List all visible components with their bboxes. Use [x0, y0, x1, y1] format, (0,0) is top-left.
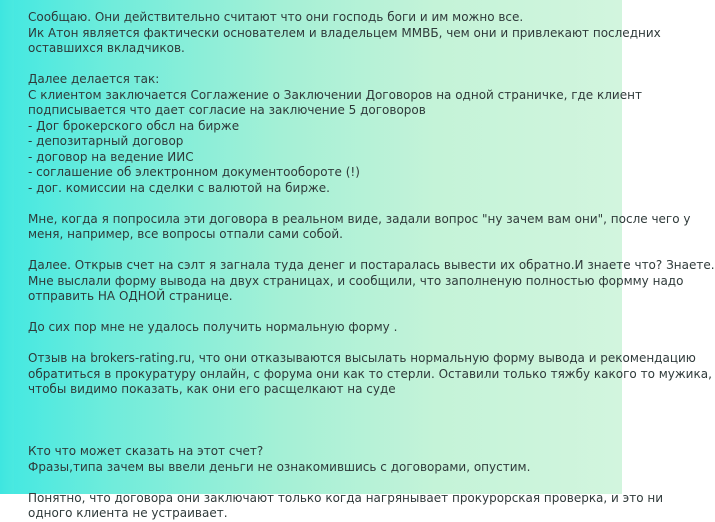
post-paragraph [28, 211, 691, 243]
post-line: меня, например, все вопросы отпали сами собой. [28, 227, 343, 241]
post-paragraph [28, 10, 661, 57]
post-line: обратиться в прокуратуру онлайн, с форума они как то стерли. Оставили только тяжбу какого то мужика, [28, 366, 712, 381]
post-line: одного клиента не устраивает. [28, 506, 228, 520]
panel-left-edge [0, 0, 14, 494]
post-line: Ик Атон является фактически основателем и владельцем ММВБ, чем они и привлекают последних [28, 25, 661, 40]
post-line: До сих пор мне не удалось получить нормальную форму . [28, 320, 398, 334]
post-line: Сообщаю. Они действительно считают что они господь боги и им можно все. [28, 10, 524, 24]
post-line: Отзыв на brokers-rating.ru, что они отказываются высылать нормальную форму вывода и рекомендацию [28, 351, 696, 365]
post-line: Далее делается так: [28, 72, 160, 86]
post-paragraph [28, 258, 715, 305]
post-list-item: - дог. комиссии на сделки с валютой на бирже. [28, 180, 330, 195]
post-line: Мне, когда я попросила эти договора в реальном виде, задали вопрос "ну зачем вам они", после чего у [28, 211, 691, 226]
post-list-item: - соглашение об электронном документообороте (!) [28, 165, 360, 179]
post-paragraph [28, 351, 712, 398]
post-paragraph [28, 72, 642, 196]
post-paragraph [28, 444, 608, 475]
post-line: Кто что может сказать на этот счет? [28, 444, 264, 458]
post-line: Фразы,типа зачем вы ввели деньги не ознакомившись с договорами, опустим. [28, 459, 531, 474]
post-line: отправить НА ОДНОЙ странице. [28, 289, 233, 303]
post-list-item: - депозитарный договор [28, 134, 184, 148]
post-line: С клиентом заключается Соглажение о Заключении Договоров на одной страничке, где клиент [28, 87, 642, 102]
post-paragraph [28, 490, 664, 522]
post-line: Понятно, что договора они заключают только когда нагрянывает прокурорская проверка, и это ни [28, 490, 664, 505]
post-body [28, 10, 715, 522]
post-list-item: - Дог брокерского обсл на бирже [28, 118, 240, 133]
post-line: оставшихся вкладчиков. [28, 41, 185, 55]
post-line: подписывается что дает согласие на заключение 5 договоров [28, 103, 426, 117]
post-line: Мне выслали форму вывода на двух страницах, и сообщили, что заполненую полностью формму надо [28, 273, 684, 288]
post-line: Далее. Открыв счет на сэлт я загнала туда денег и постаралась вывести их обратно.И знаете что? Знаете. [28, 258, 715, 272]
paragraph-spacer [28, 413, 608, 444]
post-paragraph [28, 320, 608, 336]
post-line: чтобы видимо показать, как они его расщелкают на суде [28, 382, 396, 396]
post-list-item: - договор на ведение ИИС [28, 149, 194, 164]
